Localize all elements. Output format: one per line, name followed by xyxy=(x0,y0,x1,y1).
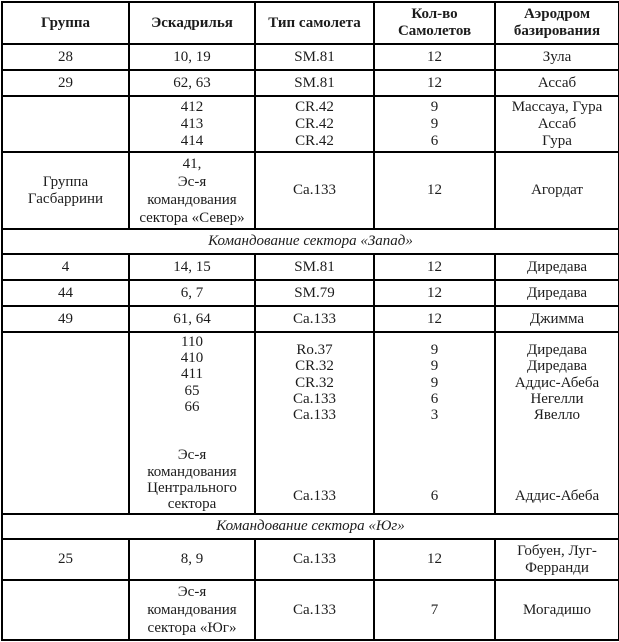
cell-group: 25 xyxy=(2,539,129,580)
cell-aircraft-type: Ro.37 CR.32 CR.32 Са.133 Са.133 Са.133 xyxy=(255,332,374,514)
cell-squadron: 10, 19 xyxy=(129,44,255,70)
cell-squadron: 62, 63 xyxy=(129,70,255,96)
cell-aircraft-count: 12 xyxy=(374,539,495,580)
column-header-group: Группа xyxy=(2,2,129,44)
column-header-aircraft-type: Тип самолета xyxy=(255,2,374,44)
cell-aircraft-type: SM.81 xyxy=(255,70,374,96)
cell-group xyxy=(2,96,129,152)
cell-aircraft-count: 12 xyxy=(374,44,495,70)
cell-aircraft-type: Са.133 xyxy=(255,306,374,332)
cell-aircraft-count: 9 9 9 6 3 6 xyxy=(374,332,495,514)
section-row-west xyxy=(2,229,619,254)
table-row xyxy=(2,580,619,640)
column-header-aircraft-count: Кол-во Самолетов xyxy=(374,2,495,44)
cell-squadron: 6, 7 xyxy=(129,280,255,306)
table-row xyxy=(2,539,619,580)
cell-aircraft-count: 12 xyxy=(374,306,495,332)
cell-aircraft-count: 12 xyxy=(374,70,495,96)
column-header-airfield: Аэродром базирования xyxy=(495,2,619,44)
table-row xyxy=(2,332,619,514)
table-header-row xyxy=(2,2,619,44)
cell-aircraft-type: SM.81 xyxy=(255,44,374,70)
cell-airfield: Ассаб xyxy=(495,70,619,96)
table-row xyxy=(2,254,619,280)
section-row-south xyxy=(2,514,619,539)
cell-aircraft-type: Са.133 xyxy=(255,539,374,580)
table-row xyxy=(2,306,619,332)
cell-airfield: Диредава Диредава Аддис-Абеба Негелли Явелло Аддис-Абеба xyxy=(495,332,619,514)
cell-squadron: 41, Эс-я командования сектора «Север» xyxy=(129,152,255,229)
cell-airfield: Могадишо xyxy=(495,580,619,640)
cell-airfield: Джимма xyxy=(495,306,619,332)
cell-aircraft-count: 9 9 6 xyxy=(374,96,495,152)
cell-group: 49 xyxy=(2,306,129,332)
cell-group: Группа Гасбаррини xyxy=(2,152,129,229)
cell-group: 4 xyxy=(2,254,129,280)
cell-aircraft-count: 12 xyxy=(374,152,495,229)
cell-aircraft-count: 12 xyxy=(374,254,495,280)
cell-aircraft-type: CR.42 CR.42 CR.42 xyxy=(255,96,374,152)
section-title: Командование сектора «Запад» xyxy=(2,229,619,254)
cell-aircraft-type: SM.79 xyxy=(255,280,374,306)
cell-group: 29 xyxy=(2,70,129,96)
cell-squadron: 61, 64 xyxy=(129,306,255,332)
cell-airfield: Диредава xyxy=(495,280,619,306)
cell-group: 28 xyxy=(2,44,129,70)
cell-aircraft-count: 7 xyxy=(374,580,495,640)
table-row xyxy=(2,70,619,96)
table-row xyxy=(2,96,619,152)
cell-group xyxy=(2,580,129,640)
section-title: Командование сектора «Юг» xyxy=(2,514,619,539)
cell-group: 44 xyxy=(2,280,129,306)
cell-airfield: Гобуен, Луг- Ферранди xyxy=(495,539,619,580)
cell-group xyxy=(2,332,129,514)
cell-squadron: 14, 15 xyxy=(129,254,255,280)
cell-airfield: Диредава xyxy=(495,254,619,280)
table-row xyxy=(2,44,619,70)
cell-airfield: Зула xyxy=(495,44,619,70)
cell-squadron: Эс-я командования сектора «Юг» xyxy=(129,580,255,640)
cell-aircraft-type: Са.133 xyxy=(255,580,374,640)
cell-airfield: Агордат xyxy=(495,152,619,229)
cell-aircraft-type: SM.81 xyxy=(255,254,374,280)
table-row xyxy=(2,152,619,229)
cell-airfield: Массауа, Гура Ассаб Гура xyxy=(495,96,619,152)
cell-squadron: 412 413 414 xyxy=(129,96,255,152)
cell-squadron: 110 410 411 65 66 Эс-я командования Центрального сектора xyxy=(129,332,255,514)
cell-squadron: 8, 9 xyxy=(129,539,255,580)
cell-aircraft-type: Са.133 xyxy=(255,152,374,229)
table-row xyxy=(2,280,619,306)
column-header-squadron: Эскадрилья xyxy=(129,2,255,44)
aircraft-basing-table xyxy=(1,1,619,641)
cell-aircraft-count: 12 xyxy=(374,280,495,306)
